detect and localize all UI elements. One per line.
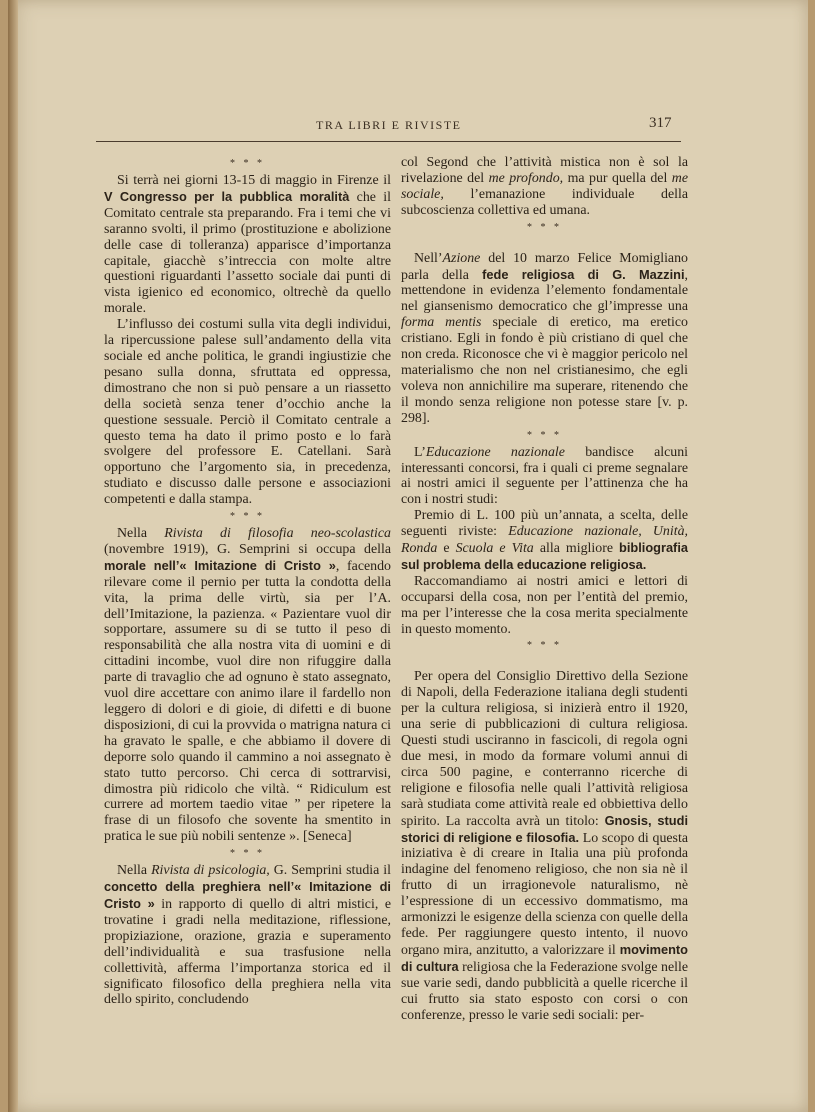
paragraph-rivista-psicologia: Nella Rivista di psicologia, G. Semprini studia il concetto della preghiera nell’« Imitazione di Cristo » in rapporto di quello di altri mistici, e trovatine i gradi nella meditazione, riflessione, propiziazione, orazione, grazia e superamento dell’individualità e sua trasfusione nella collettività, afferma l’importanza storica ed il significato filosofico della preghiera nella vita dello spirito, concludendo — [104, 863, 391, 1008]
running-head-title: TRA LIBRI E RIVISTE — [316, 118, 462, 132]
section-separator: * * * — [230, 158, 265, 169]
paragraph-rivista-neoscolastica: Nella Rivista di filosofia neo-scolastica (novembre 1919), G. Semprini si occupa della morale nell’« Imitazione di Cristo », facendo rilevare come il pernio per tutta la condotta della vita, la prima delle virtù, sia per l’A. dell’Imitazione, la pazienza. « Pazientare vuol dir sopportare, assumere su di se tutto il peso di responsabilità che alla nostra vita di uomini e di cittadini incombe, vuol dire non rifuggire dalla parte di travaglio che ad ognuno è stato assegnato, vuol dire accettare con animo ilare il fardello non leggero di dolori e di gioie, di difetti e di buone disposizioni, di cui la provvida o matrigna natura ci ha gravato le spalle, e che abbiamo il dovere di deporre solo quando il cammino a noi assegnato è stato tutto percorso. Chi cerca di sottrarvisi, dimostra più ridicolo che viltà. “ Ridiculum est currere ad mortem taedio vitae ” per ripetere la frase di un filosofo che sovente ha smentito in pratica le sue più nobili sentenze ». [Seneca] — [104, 526, 392, 845]
paragraph-segond: col Segond che l’attività mistica non è sol la rivelazione del me profondo, ma pur quella del me sociale, l’emanazione individuale della subcoscienza collettiva ed umana. — [401, 155, 688, 218]
section-separator: * * * — [230, 848, 265, 860]
paragraph-raccomandiamo: Raccomandiamo ai nostri amici e lettori di occuparsi della cosa, non per l’entità del premio, ma per l’interesse che la cosa merita specialmente in questo momento. — [401, 573, 688, 637]
paragraph-congresso: Si terrà nei giorni 13-15 di maggio in Firenze il V Congresso per la pubblica moralità che il Comitato centrale sta preparando. Fra i temi che vi saranno svolti, il primo (prostituzione e abolizione delle case di tolleranza) apparisce d’importanza capitale, giacchè s’intreccia con molte altre questioni riguardanti l’assetto sociale dai punti di vista igienico ed economico, oltrechè da quello morale. — [104, 173, 391, 317]
paragraph-mazzini: Nell’Azione del 10 marzo Felice Momigliano parla della fede religiosa di G. Mazzini, mettendone in evidenza l’elemento fondamentale nel giansenismo democratico che gl’impresse una forma mentis speciale di eretico, ma eretico cristiano. Egli in fondo è più cristiano di quel che non creda. Riconosce che vi è maggior pericolo nel materialismo che non nel cristianesimo, che egli voleva non annichilire ma superare, ritenendo che il mondo senza religione non potesse stare [v. p. 298]. — [401, 250, 688, 426]
section-separator: * * * — [527, 640, 562, 652]
paragraph-influsso: L’influsso dei costumi sulla vita degli individui, la ripercussione palese sull’andamento della vita sociale ed anche politica, le grandi ingiustizie che pesano sulla donna, sfruttata ed oppressa, dimostrano che non si può pensare a un riassetto della società senza tener d’occhio anche la questione sessuale. Perciò il Comitato centrale a questo tema ha dato il primo posto e lo farà svolgere del professore E. Catellani. Sarà opportuno che l’argomento sia, in precedenza, studiato e discusso dalle persone e associazioni competenti e dalla stampa. — [104, 317, 391, 508]
left-column — [104, 155, 391, 1008]
paragraph-educazione-nazionale: L’Educazione nazionale bandisce alcuni interessanti concorsi, fra i quali ci preme segnalare ai nostri amici il seguente per l’attinenza che ha con i nostri studi: — [401, 444, 689, 508]
paragraph-gnosis: Per opera del Consiglio Direttivo della Sezione di Napoli, della Federazione italiana degli studenti per la cultura religiosa, si inizierà entro il 1920, una serie di pubblicazioni di cultura religiosa. Questi studi usciranno in fascicoli, di regola ogni due mesi, in modo da formare volumi annui di circa 500 pagine, e conterranno ricerche di religione e filosofia nelle quali l’attività religiosa sarà studiata come attività reale ed obbiettiva dello spirito. La raccolta avrà un titolo: Gnosis, studi storici di religione e filosofia. Lo scopo di questa iniziativa è di creare in Italia una più profonda indagine del fenomeno religioso, che non sia nè il frutto di un irragionevole naturalismo, nè l’espressione di un eccessivo dommatismo, ma armonizzi le esigenze della scienza con quelle della fede. Per raggiungere questo intento, il nuovo organo mira, anzitutto, a valorizzare il movimento di cultura religiosa che la Federazione svolge nelle sue varie sedi, dando pubblicità a quelle ricerche il cui frutto sia stato esposto con corsi o con conferenze, presso le varie sedi sociali: per- — [401, 669, 688, 1023]
section-separator: * * * — [527, 429, 562, 441]
paragraph-premio: Premio di L. 100 più un’annata, a scelta, delle seguenti riviste: Educazione nazionale, Unità, Ronda e Scuola e Vita alla migliore bibliografia sul problema della educazione religiosa. — [401, 508, 688, 572]
header-rule — [96, 141, 681, 142]
book-page — [8, 0, 808, 1112]
section-separator: * * * — [230, 511, 265, 523]
right-column — [401, 155, 688, 1023]
section-separator: * * * — [527, 221, 562, 233]
page-number: 317 — [649, 115, 672, 131]
book-spine — [8, 0, 18, 1112]
